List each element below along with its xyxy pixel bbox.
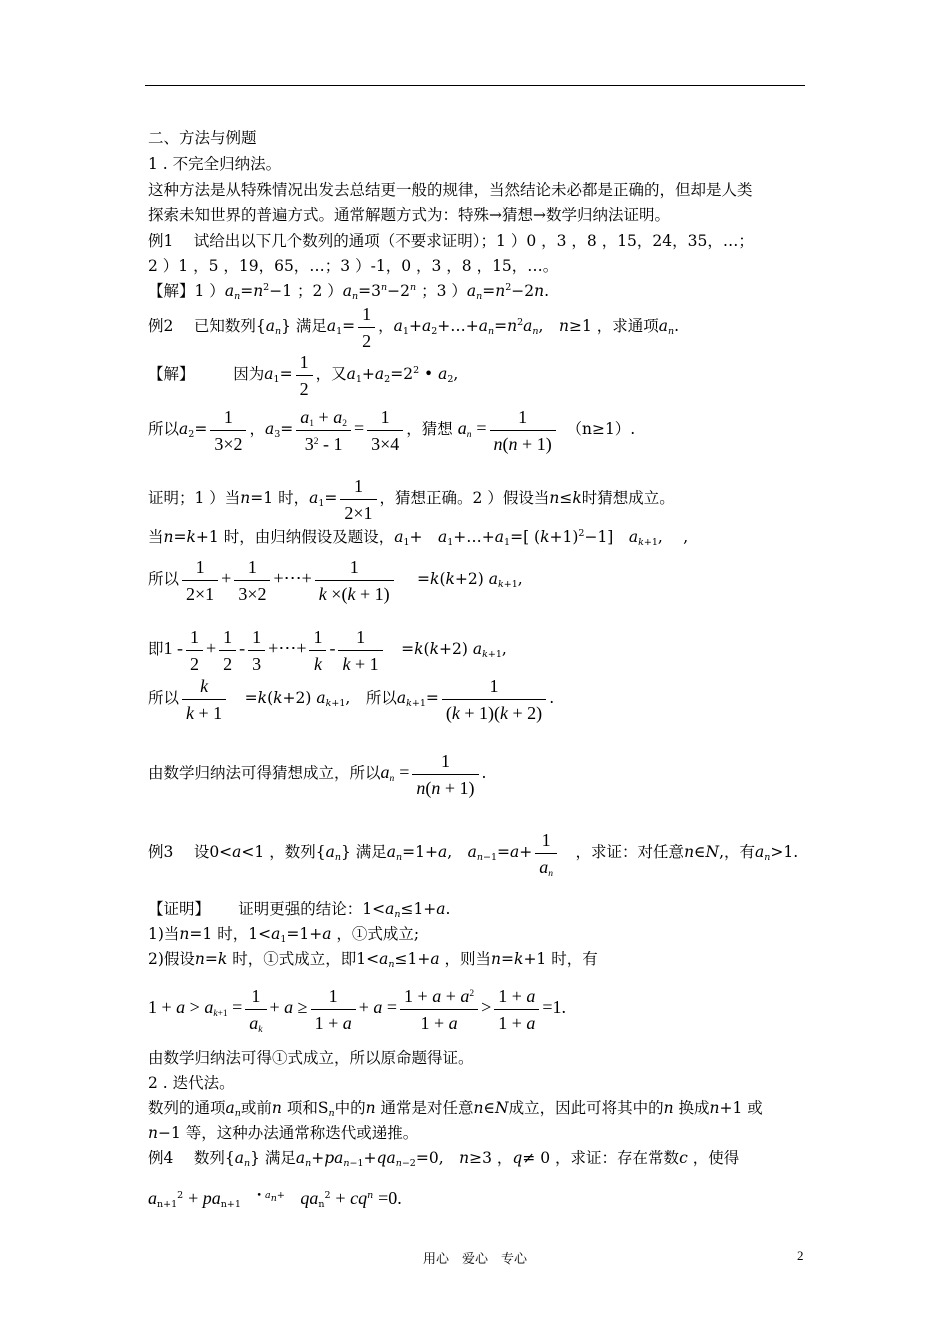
example-4-formula: $a_{n+1}^2 + pa_{n+1}$ $^{• a_n+}$ $qa_n^2 + cq^n =0$. (148, 1188, 402, 1210)
method-1-desc: 这种方法是从特殊情况出发去总结更一般的规律，当然结论未必都是正确的，但却是人类 (148, 181, 753, 199)
example-1: 2 ）1 ，5 ，19，65，…；3 ）-1，0 ，3 ，8 ，15，…。 (148, 257, 559, 275)
method-2-desc: 数列的通项$a_n$或前n 项和$S_n$中的n 通常是对任意n∈N成立，因此可将其中的n 换成n+1 或 (148, 1099, 763, 1119)
example-3-inequality: $1 + a > a_{k+1}$ = $\frac{1}{a_k}$ + a ≥ $\frac{1}{1 + a}$ + a = $\frac{1 + a + a^2}{1 + a}$ > $\frac{1 + a}{1 + a}$ =1. (148, 985, 567, 1035)
example-2-conclusion: 由数学归纳法可得猜想成立，所以$a_n$ = $\frac{1}{n(n + 1)}$ . (148, 750, 487, 798)
header-rule (145, 85, 805, 86)
example-2-proof: 所以 $\frac{k}{k + 1}$ =k(k+2) $a_{k+1}$, 所以$a_{k+1}=$ $\frac{1}{(k + 1)(k + 2)}$ . (148, 675, 555, 723)
example-3: 例3 设0<a<1 ，数列$\{a_n\}$ 满足$a_n=1+a$, $a_{n-1}=a+$ $\frac{1}{a_n}$ ，求证：对任意n∈N,，有$a_n>1$. (148, 829, 799, 879)
method-2-heading: 2 . 迭代法。 (148, 1074, 235, 1092)
example-3-proof: 2)假设n=k 时，①式成立，即$1<a_n\le 1+a$ ，则当n=k+1 时，有 (148, 950, 598, 970)
example-2-proof: 当n=k+1 时，由归纳假设及题设，$a_1+$ $a_1+\dots+a_1=$[ $(k+1)^2-1$] $a_{k+1}$, , (148, 528, 689, 548)
page-number: 2 (797, 1248, 804, 1263)
example-2-guess: 所以$a_2=$ $\frac{1}{3\times 2}$ ，$a_3=$ $\frac{a_1 + a_2}{3^2 - 1}$ = $\frac{1}{3\times 4}$ ，猜想 $a_n$ = $\frac{1}{n(n + 1)}$ （n≥1）. (148, 406, 636, 454)
page-footer: 用心 爱心 专心 (422, 1252, 527, 1267)
example-2-proof: 证明；1 ）当n=1 时，$a_1=$ $\frac{1}{2\times 1}$ ，猜想正确。2 ）假设当n≤k时猜想成立。 (148, 475, 675, 523)
example-1-solution: 【解】1 ）$a_n=n^2-1$ ；2 ）$a_n=3^n-2^n$ ；3 ）$a_n=n^2-2n$. (148, 282, 550, 302)
section-heading: 二、方法与例题 (148, 129, 257, 147)
example-3-proof: 【证明】 证明更强的结论：$1<a_n\le 1+a$. (148, 900, 451, 920)
example-3-conclusion: 由数学归纳法可得①式成立，所以原命题得证。 (148, 1049, 474, 1067)
example-4: 例4 数列$\{a_n\}$ 满足$a_n+pa_{n-1}+qa_{n-2}=0$, n≥3 ，q≠ 0 ，求证：存在常数c ，使得 (148, 1149, 740, 1169)
example-2: 例2 已知数列$\{a_n\}$ 满足$a_1=$ $\frac{1}{2}$ ，$a_1+a_2+\dots+a_n=n^2a_n$, n≥1 ，求通项$a_n$. (148, 303, 680, 351)
example-2-proof: 所以 $\frac{1}{2\times 1}$ + $\frac{1}{3\times 2}$ +⋯+ $\frac{1}{k \times(k + 1)}$ =k(k+2) $a_{k+1}$, (148, 556, 523, 604)
example-3-proof: 1)当n=1 时，$1<a_1=1+a$ ，①式成立; (148, 925, 420, 945)
example-2-solution: 【解】 因为$a_1=$ $\frac{1}{2}$ ，又$a_1+a_2=2^2$ • $a_2$, (148, 351, 459, 399)
method-2-desc: n−1 等，这种办法通常称迭代或递推。 (148, 1124, 419, 1142)
method-1-desc: 探索未知世界的普遍方式。通常解题方式为：特殊→猜想→数学归纳法证明。 (148, 206, 670, 224)
example-1: 例1 试给出以下几个数列的通项（不要求证明）；1 ）0 ，3 ，8 ，15，24，35，…； (148, 232, 754, 250)
example-2-proof: 即1 - $\frac{1}{2}$ + $\frac{1}{2}$ - $\frac{1}{3}$ +⋯+ $\frac{1}{k}$ - $\frac{1}{k + 1}$ =k(k+2) $a_{k+1}$, (148, 626, 507, 674)
method-1-heading: 1 . 不完全归纳法。 (148, 155, 282, 173)
